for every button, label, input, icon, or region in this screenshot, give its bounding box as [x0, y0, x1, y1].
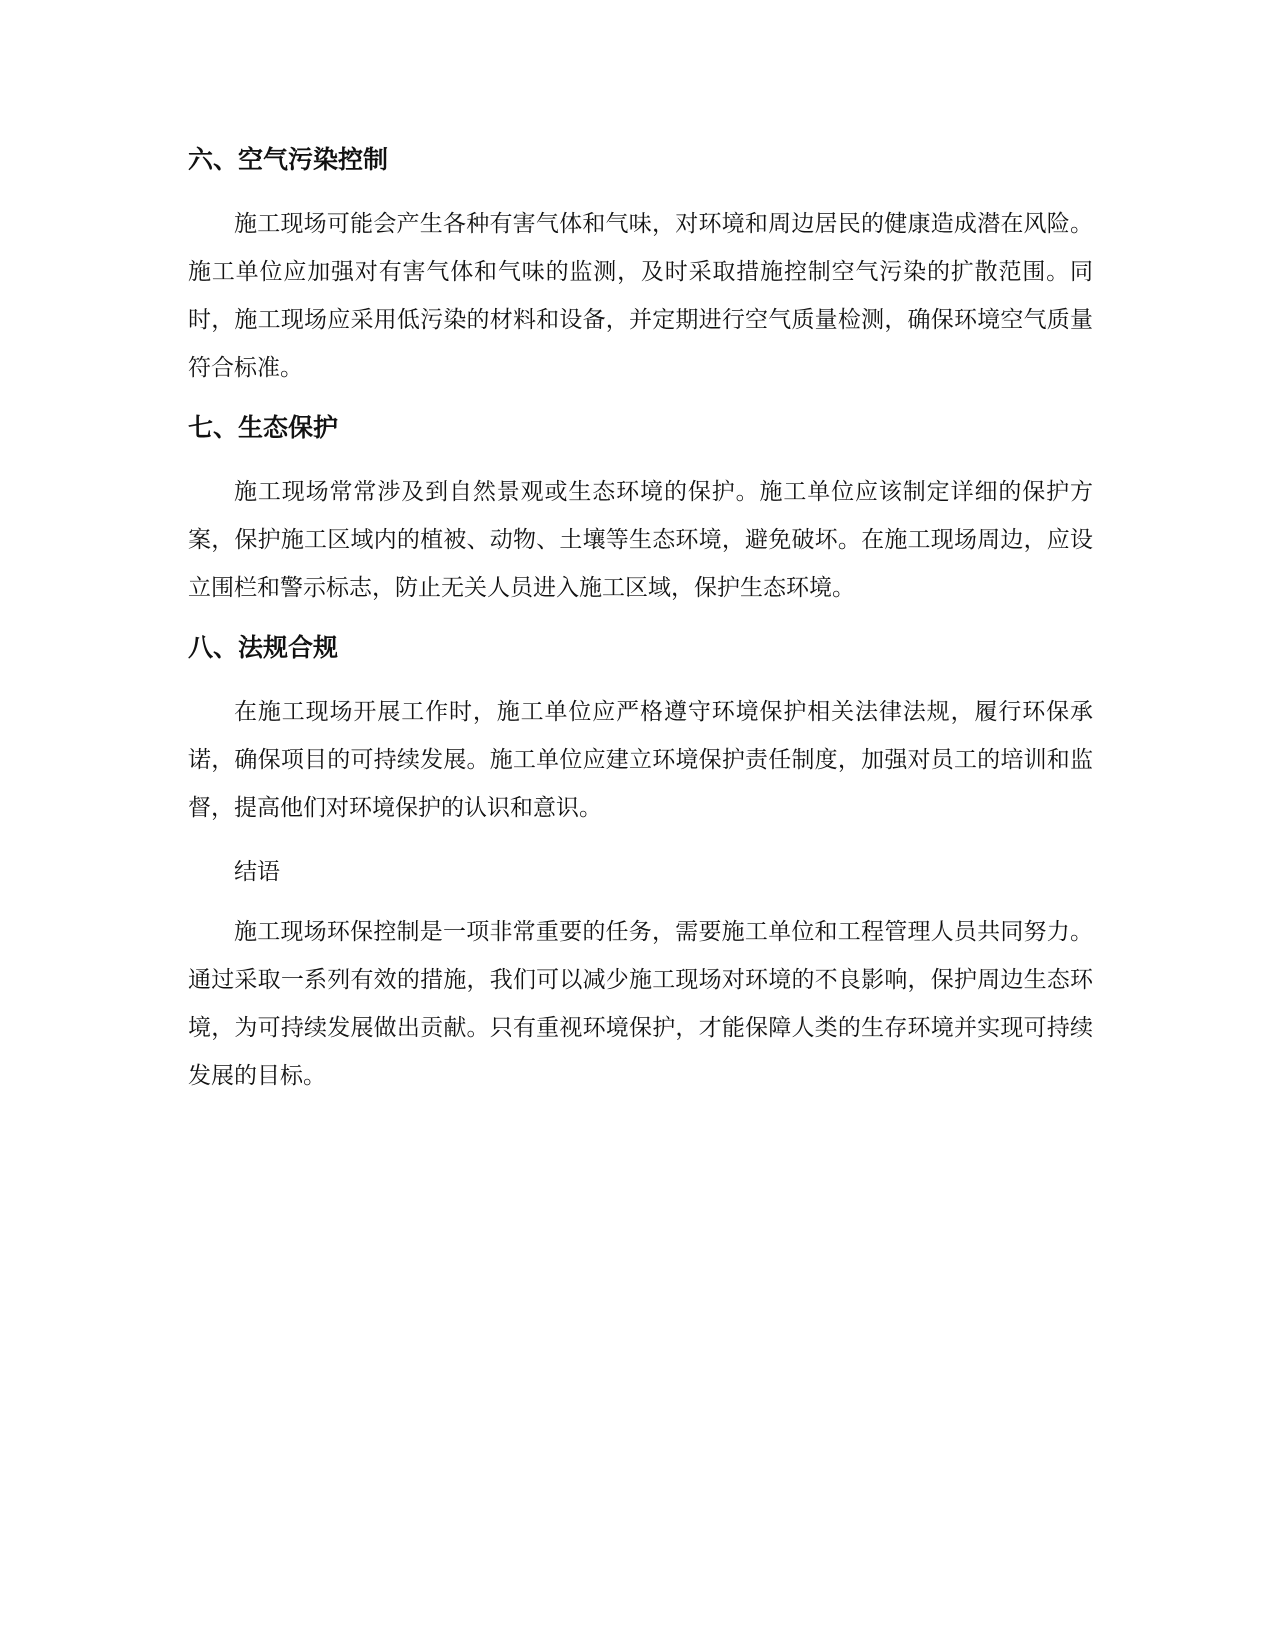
section-paragraph-air-pollution: 施工现场可能会产生各种有害气体和气味，对环境和周边居民的健康造成潜在风险。施工单位应加强对有害气体和气味的监测，及时采取措施控制空气污染的扩散范围。同时，施工现场应采用低污染的材料和设备，并定期进行空气质量检测，确保环境空气质量符合标准。: [188, 211, 1093, 381]
section-heading-ecology: 七、生态保护: [188, 413, 339, 442]
conclusion-paragraph: 施工现场环保控制是一项非常重要的任务，需要施工单位和工程管理人员共同努力。通过采取一系列有效的措施，我们可以减少施工现场对环境的不良影响，保护周边生态环境，为可持续发展做出贡献。只有重视环境保护，才能保障人类的生存环境并实现可持续发展的目标。: [188, 919, 1093, 1089]
document-body: [188, 140, 1093, 1116]
section-heading-compliance: 八、法规合规: [188, 633, 339, 662]
section-paragraph-compliance: 在施工现场开展工作时，施工单位应严格遵守环境保护相关法律法规，履行环保承诺，确保项目的可持续发展。施工单位应建立环境保护责任制度，加强对员工的培训和监督，提高他们对环境保护的认识和意识。: [188, 699, 1093, 821]
section-heading-air-pollution: 六、空气污染控制: [188, 145, 389, 174]
conclusion-label: 结语: [234, 859, 280, 885]
section-paragraph-ecology: 施工现场常常涉及到自然景观或生态环境的保护。施工单位应该制定详细的保护方案，保护施工区域内的植被、动物、土壤等生态环境，避免破坏。在施工现场周边，应设立围栏和警示标志，防止无关人员进入施工区域，保护生态环境。: [188, 479, 1093, 601]
